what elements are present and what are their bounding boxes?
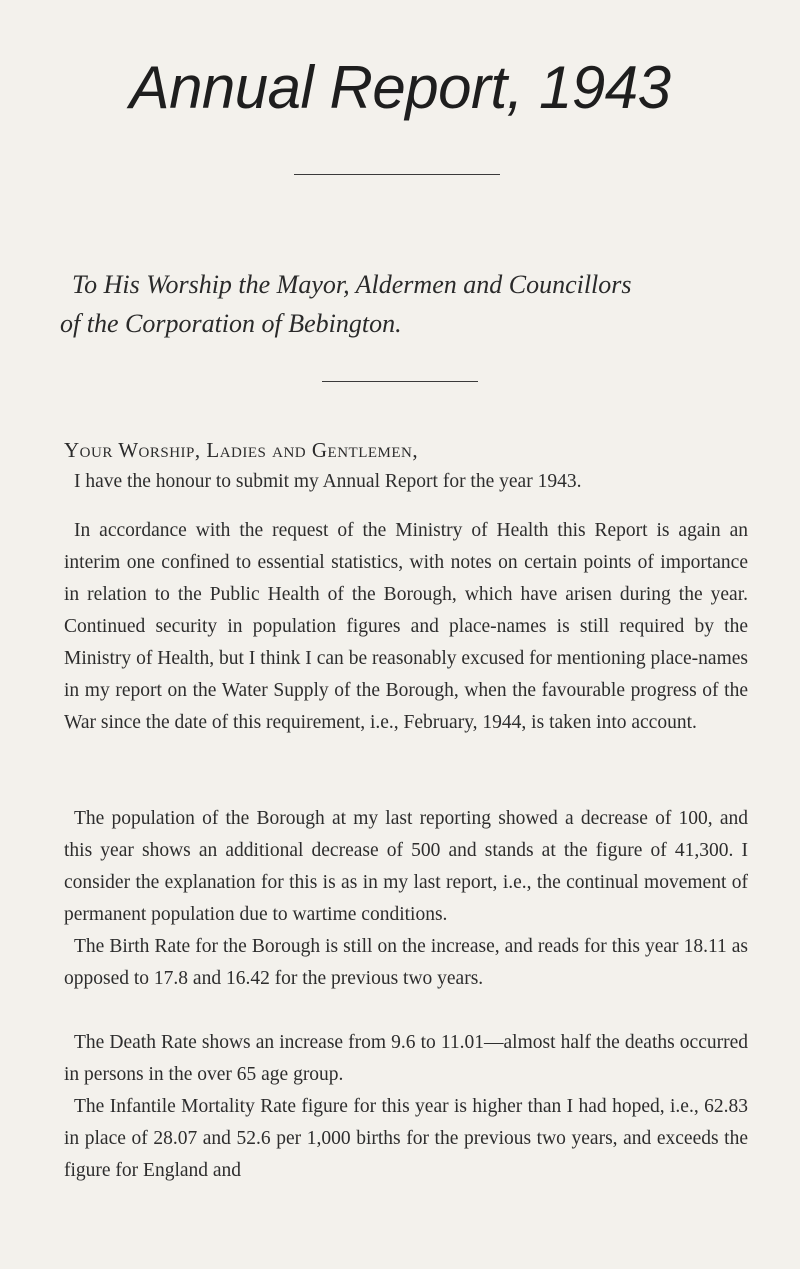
dedication <box>60 265 750 343</box>
dedication-line-2: of the Corporation of Bebington. <box>60 309 402 338</box>
paragraph-infantile-mortality: The Infantile Mortality Rate figure for this year is higher than I had hoped, i.e., 62.83 in place of 28.07 and 52.6 per 1,000 births for the previous two years, and exceeds the figure for England and <box>64 1096 748 1181</box>
paragraph-submission: I have the honour to submit my Annual Report for the year 1943. <box>74 471 582 492</box>
dedication-divider <box>322 381 478 382</box>
paragraph-ministry-request: In accordance with the request of the Ministry of Health this Report is again an interim one confined to essential statistics, with notes on certain points of importance in relation to the Public Health of the Borough, which have arisen during the year. Continued security in population figures and place-names is still required by the Ministry of Health, but I think I can be reasonably excused for mentioning place-names in my report on the Water Supply of the Borough, when the favourable progress of the War since the date of this requirement, i.e., February, 1944, is taken into account. <box>64 520 748 733</box>
report-title: Annual Report, 1943 <box>129 54 671 121</box>
title-divider <box>294 174 500 175</box>
salutation: Your Worship, Ladies and Gentlemen, <box>64 438 419 462</box>
paragraph-population: The population of the Borough at my last reporting showed a decrease of 100, and this year shows an additional decrease of 500 and stands at the figure of 41,300. I consider the explanation for this is as in my last report, i.e., the continual movement of permanent population due to wartime conditions. <box>64 808 748 925</box>
paragraph-death-rate: The Death Rate shows an increase from 9.6 to 11.01—almost half the deaths occurred in persons in the over 65 age group. <box>64 1032 748 1085</box>
paragraph-birth-rate: The Birth Rate for the Borough is still on the increase, and reads for this year 18.11 as opposed to 17.8 and 16.42 for the previous two years. <box>64 936 748 989</box>
dedication-line-1: To His Worship the Mayor, Aldermen and Councillors <box>72 270 632 299</box>
